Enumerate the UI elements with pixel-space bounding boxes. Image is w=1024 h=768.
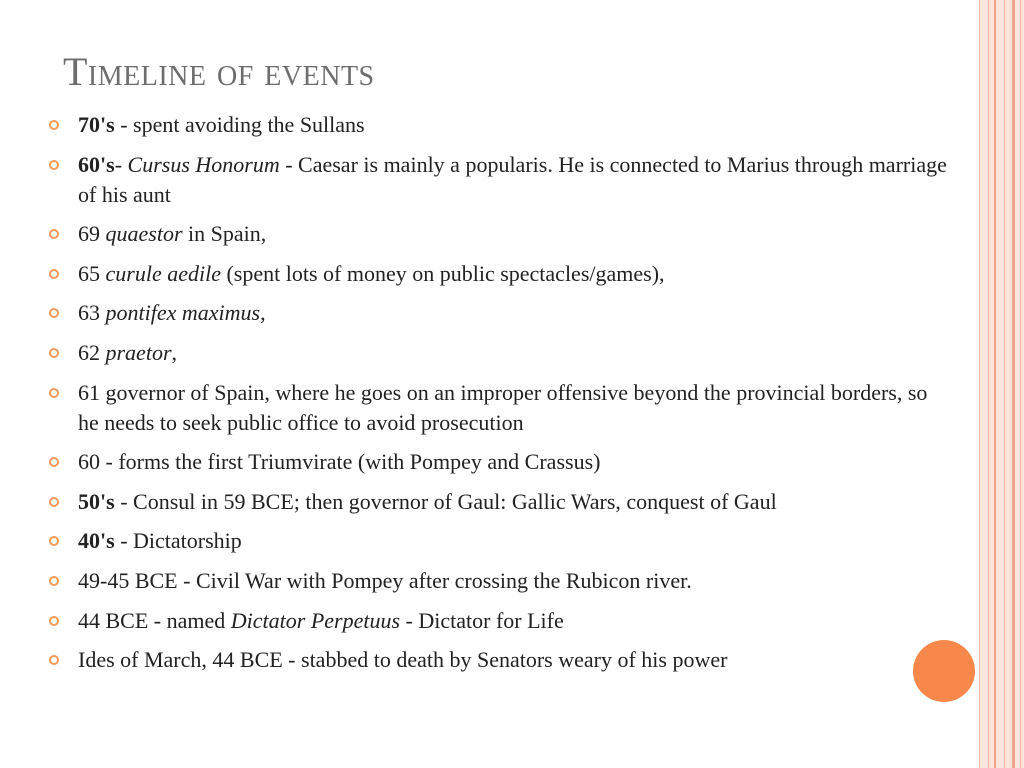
bullet-item (48, 378, 948, 438)
bullet-text: 44 BCE - named (78, 607, 231, 633)
circle-bullet-icon (49, 536, 59, 546)
bullet-item (48, 566, 948, 596)
bullet-text: Dictator Perpetuus (230, 607, 401, 633)
decorative-border (979, 0, 1024, 768)
bullet-list (48, 110, 948, 685)
circle-bullet-icon (49, 229, 59, 239)
bullet-item (48, 606, 948, 636)
bullet-text: in Spain, (182, 221, 267, 247)
bullet-text: , (260, 300, 266, 326)
circle-bullet-icon (49, 497, 59, 507)
bullet-text: , (171, 339, 177, 365)
bullet-item (48, 338, 948, 368)
bullet-item (48, 219, 948, 249)
bullet-item (48, 526, 948, 556)
bullet-text: quaestor (105, 221, 183, 247)
decorative-circle (913, 640, 975, 702)
circle-bullet-icon (49, 655, 59, 665)
bullet-text: pontifex maximus (105, 300, 261, 326)
bullet-text: 70's (78, 112, 115, 137)
bullet-item (48, 645, 948, 675)
bullet-text: Cursus Honorum (127, 151, 280, 177)
bullet-item (48, 150, 948, 210)
bullet-text: 63 (78, 300, 106, 326)
bullet-text: (spent lots of money on public spectacles/games), (220, 260, 665, 286)
bullet-item (48, 110, 948, 140)
bullet-text: praetor (105, 339, 172, 365)
bullet-text: 50's (78, 488, 115, 514)
border-stripe (1004, 0, 1005, 768)
bullet-text: - Caesar is mainly a popularis. He is connected to Marius through marriage of his aunt (78, 151, 947, 207)
bullet-text: 69 (78, 221, 106, 247)
circle-bullet-icon (49, 348, 59, 358)
border-stripe (994, 0, 996, 768)
bullet-text: 60 - forms the first Triumvirate (with Pompey and Crassus) (78, 449, 601, 475)
slide-title: Timeline of events (63, 49, 375, 94)
bullet-text: Ides of March, 44 BCE - stabbed to death by Senators weary of his power (78, 647, 728, 673)
bullet-text: - Dictatorship (114, 528, 242, 554)
circle-bullet-icon (49, 160, 59, 170)
circle-bullet-icon (49, 576, 59, 586)
circle-bullet-icon (49, 308, 59, 318)
bullet-text: - Dictator for Life (400, 607, 564, 633)
bullet-text: 60's (78, 151, 115, 177)
circle-bullet-icon (49, 616, 59, 626)
bullet-text: 49-45 BCE - Civil War with Pompey after crossing the Rubicon river. (78, 567, 692, 593)
bullet-text: - spent avoiding the Sullans (114, 112, 365, 137)
circle-bullet-icon (49, 388, 59, 398)
circle-bullet-icon (49, 457, 59, 467)
bullet-item (48, 259, 948, 289)
circle-bullet-icon (49, 269, 59, 279)
bullet-text: 40's (78, 528, 115, 554)
bullet-item (48, 298, 948, 328)
bullet-text: 65 (78, 260, 106, 286)
bullet-text: curule aedile (105, 260, 221, 286)
border-stripe (1020, 0, 1021, 768)
bullet-text: 62 (78, 339, 106, 365)
bullet-text: - Consul in 59 BCE; then governor of Gaul: Gallic Wars, conquest of Gaul (114, 488, 777, 514)
bullet-text: 61 governor of Spain, where he goes on an improper offensive beyond the provincial borders, so he needs to seek public office to avoid prosecution (78, 379, 928, 435)
bullet-item (48, 447, 948, 477)
bullet-item (48, 487, 948, 517)
bullet-text: - (114, 151, 128, 177)
border-stripe (1012, 0, 1015, 768)
border-stripe (988, 0, 989, 768)
circle-bullet-icon (49, 120, 59, 130)
